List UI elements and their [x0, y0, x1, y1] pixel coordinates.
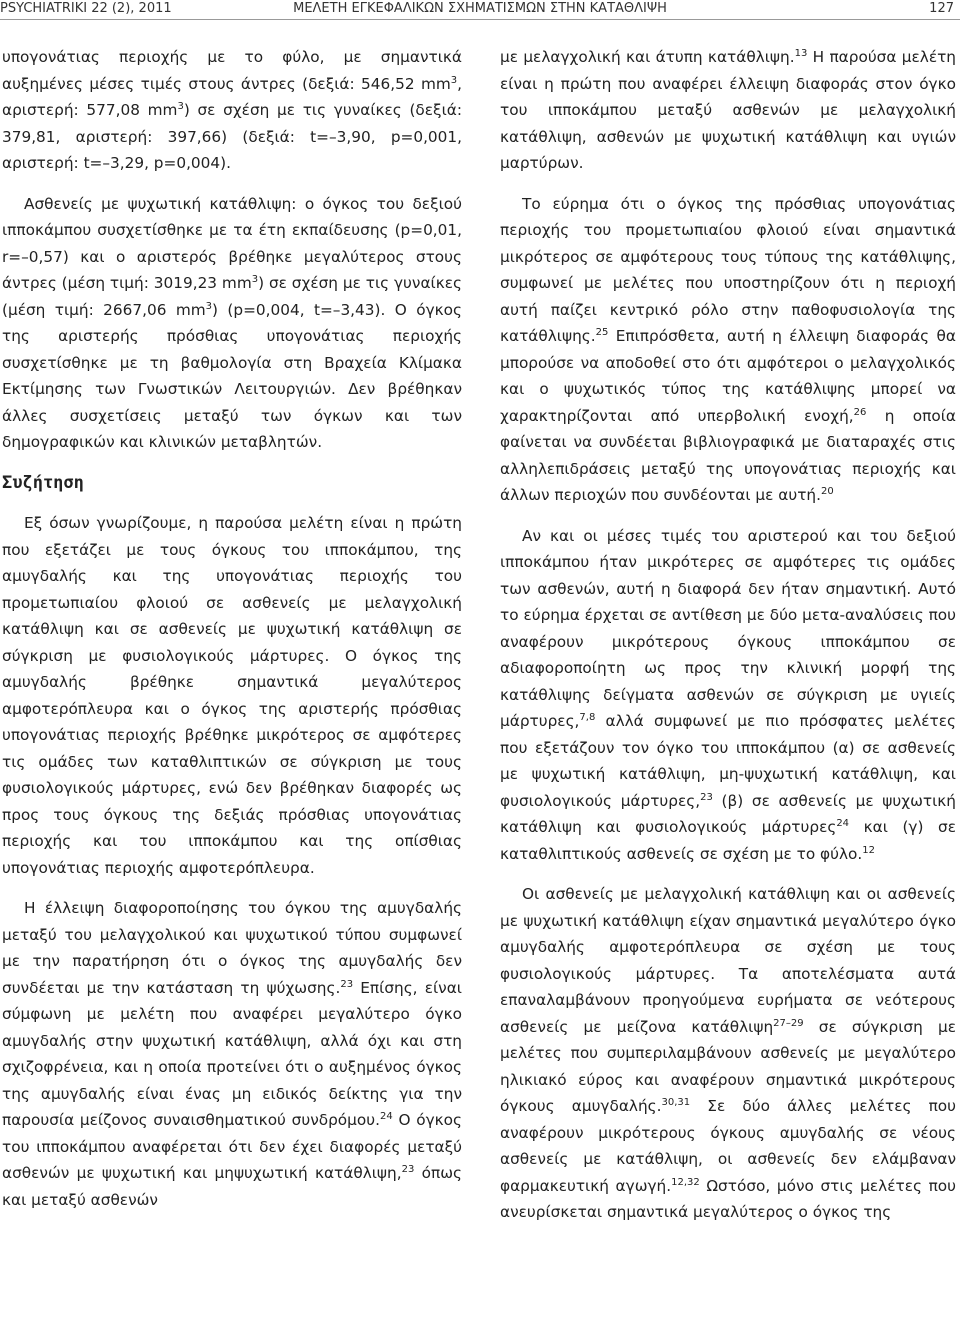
paragraph: με μελαγχολική και άτυπη κατάθλιψη.$^{13}$ Η παρούσα μελέτη είναι η πρώτη που αναφέρει έλλειψη διαφοράς στον όγκο του ιπποκάμπου μεταξύ ασθενών με μελαγχολική κατάθλιψη, ασθενών με ψυχωτική κατάθλιψη και υγιών μαρτύρων. — [500, 48, 956, 172]
section-heading: Συζήτηση — [2, 472, 84, 493]
paragraph: Το εύρημα ότι ο όγκος της πρόσθιας υπογονάτιας περιοχής του προμετωπιαίου φλοιού είναι σημαντικά μικρότερος σε αμφότερους τους τύπους της κατάθλιψης, συμφωνεί με μελέτες που υποστηρίζουν ότι η περιοχή αυτή παίζει κεντρικό ρόλο στην παθοφυσιολογία της κατάθλιψης.$^{25}$ Επιπρόσθετα, αυτή η έλλειψη διαφοράς θα μπορούσε να αποδοθεί στο ότι αμφότεροι ο μελαγχολικός και ο ψυχωτικός τύπος της κατάθλιψης μπορεί να χαρακτηρίζονται από υπερβολική ενοχή,$^{26}$ η οποία φαίνεται να συνδέεται βιβλιογραφικά με διαταραχές στις αλληλεπιδράσεις μεταξύ της υπογονάτιας περιοχής και άλλων περιοχών που συνδέονται με αυτή.$^{20}$ — [500, 194, 956, 504]
running-title: ΜΕΛΕΤΗ ΕΓΚΕΦΑΛΙΚΩΝ ΣΧΗΜΑΤΙΣΜΩΝ ΣΤΗΝ ΚΑΤΑΘΛΙΨΗ — [293, 1, 667, 16]
paragraph: υπογονάτιας περιοχής με το φύλο, με σημαντικά αυξημένες μέσες τιμές στους άντρες (δεξιά: 546,52 $mm^3$, αριστερή: 577,08 $mm^3$) σε σχέση με τις γυναίκες (δεξιά: 379,81, αριστερή: 397,66) (δεξιά: t=–3,90, p=0,001, αριστερή: t=–3,29, p=0,004). — [2, 48, 462, 172]
paragraph: Αν και οι μέσες τιμές του αριστερού και του δεξιού ιπποκάμπου ήταν μικρότερες σε αμφότερες τις ομάδες των ασθενών, αυτή η διαφορά δεν ήταν σημαντική. Αυτό το εύρημα έρχεται σε αντίθεση με δύο μετα-αναλύσεις που αναφέρουν μικρότερους όγκους ιπποκάμπου σε αδιαφοροποίητη ως προς την κλινική μορφή της κατάθλιψης δείγματα ασθενών σε σύγκριση με υγιείς μάρτυρες,$^{7,8}$ αλλά συμφωνεί με πιο πρόσφατες μελέτες που εξετάζουν τον όγκο του ιπποκάμπου (α) σε ασθενείς με ψυχωτική κατάθλιψη, μη-ψυχωτική κατάθλιψη, και φυσιολογικούς μάρτυρες,$^{23}$ (β) σε ασθενείς με ψυχωτική κατάθλιψη και φυσιολογικούς μάρτυρες$^{24}$ και (γ) σε καταθλιπτικούς ασθενείς σε σχέση με το φύλο.$^{12}$ — [500, 526, 956, 863]
paragraph: Οι ασθενείς με μελαγχολική κατάθλιψη και οι ασθενείς με ψυχωτική κατάθλιψη είχαν σημαντικά μεγαλύτερο όγκο αμυγδαλής αμφοτερόπλευρα σε σχέση με τους φυσιολογικούς μάρτυρες. Τα αποτελέσματα αυτά επαναλαμβάνουν προηγούμενα ευρήματα σε νεότερους ασθενείς με μείζονα κατάθλιψη$^{27-29}$ σε σύγκριση με μελέτες που συμπεριλαμβάνουν ασθενείς με μεγαλύτερο ηλικιακό εύρος και αναφέρουν σημαντικά μικρότερους όγκους αμυγδαλής.$^{30,31}$ Σε δύο άλλες μελέτες που αναφέρουν μικρότερους όγκους αμυγδαλής σε νέους ασθενείς με κατάθλιψη, οι ασθενείς δεν ελάμβαναν φαρμακευτική αγωγή.$^{12,32}$ Ωστόσο, μόνο στις μελέτες που ανευρίσκεται σημαντικά μεγαλύτερος ο όγκος της — [500, 885, 956, 1221]
header-rule — [0, 19, 960, 20]
running-header — [0, 0, 960, 18]
right-column — [500, 44, 956, 1226]
paragraph: Ασθενείς με ψυχωτική κατάθλιψη: ο όγκος του δεξιού ιπποκάμπου συσχετίσθηκε με τα έτη εκπαίδευσης (p=0,01, r=–0,57) και ο αριστερός βρέθηκε μεγαλύτερος στους άντρες (μέση τιμή: 3019,23 $mm^3$) σε σχέση με τις γυναίκες (μέση τιμή: 2667,06 $mm^3$) (p=0,004, t=–3,43). Ο όγκος της αριστερής πρόσθιας υπογονάτιας περιοχής συσχετίσθηκε με τη βαθμολογία στη Βραχεία Κλίμακα Εκτίμησης των Γνωστικών Λειτουργιών. Δεν βρέθηκαν άλλες συσχετίσεις μεταξύ των όγκων και των δημογραφικών και κλινικών μεταβλητών. — [2, 194, 462, 451]
left-column — [2, 44, 462, 1213]
paragraph: Εξ όσων γνωρίζουμε, η παρούσα μελέτη είναι η πρώτη που εξετάζει με τους όγκους του ιπποκάμπου, της αμυγδαλής και της υπογονάτιας περιοχής του προμετωπιαίου φλοιού σε ασθενείς με μελαγχολική κατάθλιψη και σε ασθενείς με ψυχωτική κατάθλιψη σε σύγκριση με φυσιολογικούς μάρτυρες. Ο όγκος της αμυγδαλής βρέθηκε σημαντικά μεγαλύτερος αμφοτερόπλευρα και ο όγκος της αριστερής πρόσθιας υπογονάτιας περιοχής βρέθηκε μικρότερος σε αμφότερες τις ομάδες των καταθλιπτικών σε σύγκριση με τους φυσιολογικούς μάρτυρες, ενώ δεν βρέθηκαν διαφορές ως προς τους όγκους της δεξιάς πρόσθιας υπογονάτιας περιοχής και του ιπποκάμπου και της οπίσθιας υπογονάτιας περιοχής αμφοτερόπλευρα. — [2, 514, 462, 877]
paragraph: Η έλλειψη διαφοροποίησης του όγκου της αμυγδαλής μεταξύ του μελαγχολικού και ψυχωτικού τύπου συμφωνεί με την παρατήρηση ότι ο όγκος της αμυγδαλής δεν συνδέεται με την κατάσταση τη ψύχωσης.$^{23}$ Επίσης, είναι σύμφωνη με μελέτη που αναφέρει μεγαλύτερο όγκο αμυγδαλής στην ψυχωτική κατάθλιψη, αλλά όχι και στη σχιζοφρένεια, και η οποία προτείνει ότι ο αυξημένος όγκος της αμυγδαλής είναι ένας μη ειδικός δείκτης για την παρουσία μείζονος συναισθηματικού συνδρόμου.$^{24}$ Ο όγκος του ιπποκάμπου αναφέρεται ότι δεν έχει διαφορές μεταξύ ασθενών με ψυχωτική και μηψυχωτική κατάθλιψη,$^{23}$ όπως και μεταξύ ασθενών — [2, 899, 463, 1209]
page-number: 127 — [929, 1, 954, 16]
journal-citation: PSYCHIATRIKI 22 (2), 2011 — [0, 1, 172, 16]
